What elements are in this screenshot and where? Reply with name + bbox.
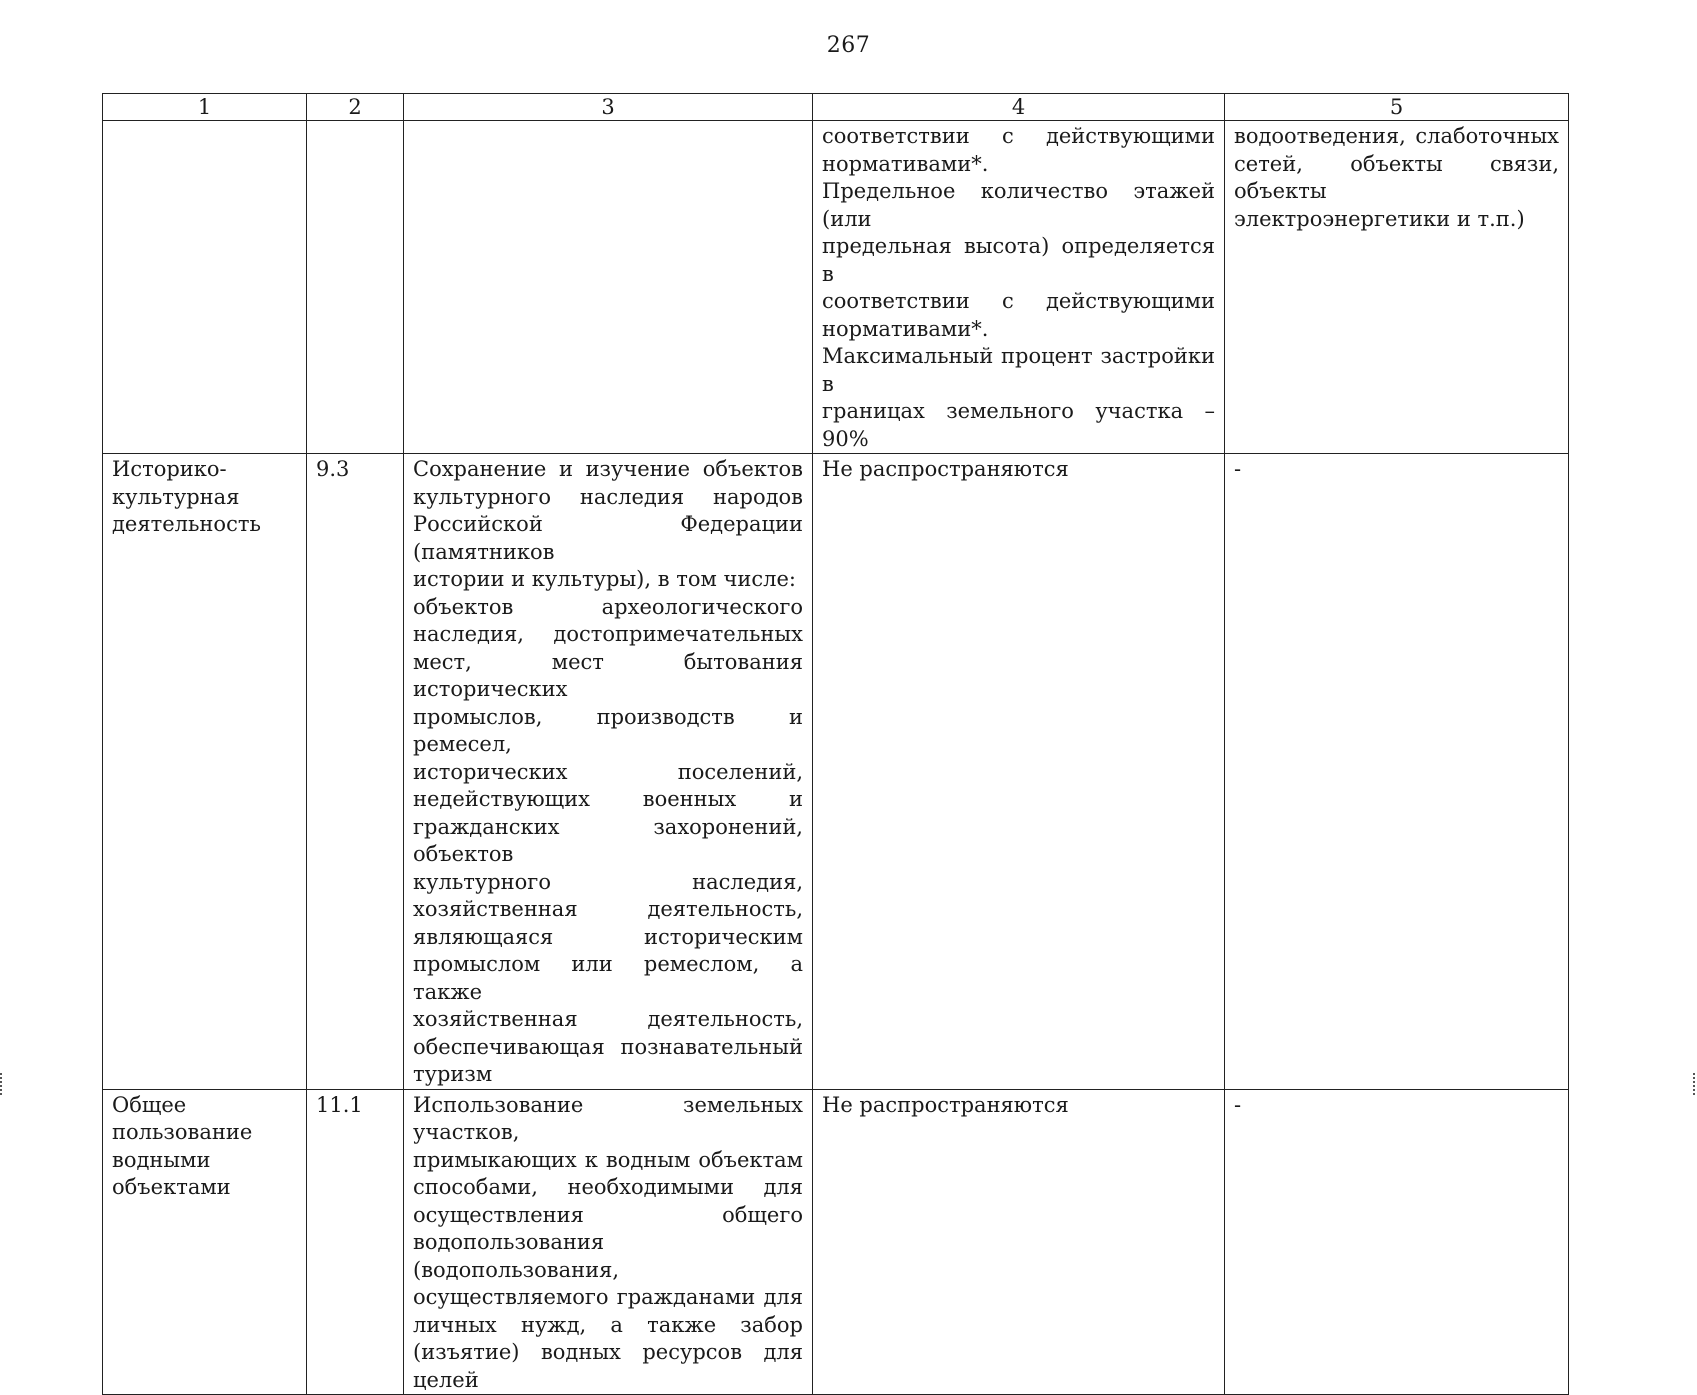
text-line: хозяйственная деятельность, xyxy=(413,897,803,921)
text-line: Не распространяются xyxy=(822,1092,1069,1117)
text-line: являющаяся историческим xyxy=(413,924,803,949)
cell-code: 9.3 xyxy=(307,454,404,1090)
table-header-row xyxy=(103,94,1569,121)
text-line: - xyxy=(1234,1092,1242,1117)
cell-notes xyxy=(1225,121,1569,454)
text-line: деятельность xyxy=(112,512,261,536)
text-line: - xyxy=(1234,457,1242,481)
scan-margin-mark xyxy=(0,1073,4,1095)
text-line: Использование земельных участков, xyxy=(413,1092,803,1144)
cell-description xyxy=(404,121,813,454)
table-row xyxy=(103,121,1569,454)
cell-parameters xyxy=(813,121,1225,454)
text-line: сетей, объекты связи, объекты xyxy=(1234,151,1559,203)
text-line: электроэнергетики и т.п.) xyxy=(1234,206,1525,231)
cell-notes xyxy=(1225,454,1569,1090)
page-number: 267 xyxy=(826,33,871,58)
text-line: недействующих военных и xyxy=(413,787,803,811)
text-line: объектами xyxy=(112,1175,231,1199)
text-line: осуществления общего xyxy=(413,1202,803,1227)
column-header-4: 4 xyxy=(813,94,1225,121)
column-header-3: 3 xyxy=(404,94,813,121)
text-line: нормативами*. xyxy=(822,151,989,176)
cell-use-name xyxy=(103,454,307,1090)
text-line: истории и культуры), в том числе: xyxy=(413,567,796,591)
text-line: культурного наследия народов xyxy=(413,484,803,509)
text-line: Российской Федерации (памятников xyxy=(413,512,803,564)
cell-code xyxy=(307,121,404,454)
text-line: культурная xyxy=(112,484,240,509)
text-line: нормативами*. xyxy=(822,316,989,341)
text-line: пользование xyxy=(112,1120,253,1144)
text-line: соответствии с действующими xyxy=(822,289,1215,313)
text-line: промыслом или ремеслом, а также xyxy=(413,952,803,1004)
cell-description xyxy=(404,454,813,1090)
text-line: Предельное количество этажей (или xyxy=(822,179,1215,231)
text-line: водоотведения, слаботочных xyxy=(1234,124,1559,148)
table-row xyxy=(103,1089,1569,1395)
text-line: Максимальный процент застройки в xyxy=(822,344,1215,396)
text-line: осуществляемого гражданами для xyxy=(413,1285,803,1309)
column-header-2: 2 xyxy=(307,94,404,121)
text-line: гражданских захоронений, объектов xyxy=(413,814,803,866)
column-header-1: 1 xyxy=(103,94,307,121)
cell-use-name xyxy=(103,1089,307,1395)
text-line: границах земельного участка – 90% xyxy=(822,399,1215,451)
cell-notes xyxy=(1225,1089,1569,1395)
text-line: наследия, достопримечательных xyxy=(413,622,803,646)
column-header-5: 5 xyxy=(1225,94,1569,121)
cell-description xyxy=(404,1089,813,1395)
cell-use-name xyxy=(103,121,307,454)
text-line: Историко- xyxy=(112,457,227,481)
text-line: водными xyxy=(112,1147,211,1172)
text-line: мест, мест бытования исторических xyxy=(413,649,803,701)
cell-code: 11.1 xyxy=(307,1089,404,1395)
text-line: предельная высота) определяется в xyxy=(822,234,1215,286)
text-line: Не распространяются xyxy=(822,457,1069,481)
text-line: примыкающих к водным объектам xyxy=(413,1147,803,1172)
scan-margin-mark xyxy=(1693,1073,1697,1095)
text-line: объектов археологического xyxy=(413,594,803,619)
table-row xyxy=(103,454,1569,1090)
text-line: культурного наследия, xyxy=(413,869,803,894)
text-line: способами, необходимыми для xyxy=(413,1175,803,1199)
text-line: промыслов, производств и ремесел, xyxy=(413,704,803,756)
text-line: туризм xyxy=(413,1062,493,1086)
text-line: водопользования (водопользования, xyxy=(413,1230,620,1282)
text-line: Сохранение и изучение объектов xyxy=(413,457,803,481)
text-line: хозяйственная деятельность, xyxy=(413,1007,803,1031)
cell-parameters xyxy=(813,454,1225,1090)
text-line: личных нужд, а также забор xyxy=(413,1312,803,1337)
cell-parameters xyxy=(813,1089,1225,1395)
text-line: Общее xyxy=(112,1092,187,1117)
text-line: исторических поселений, xyxy=(413,759,803,784)
text-line: соответствии с действующими xyxy=(822,124,1215,148)
text-line: обеспечивающая познавательный xyxy=(413,1034,803,1059)
text-line: (изъятие) водных ресурсов для целей xyxy=(413,1340,803,1392)
